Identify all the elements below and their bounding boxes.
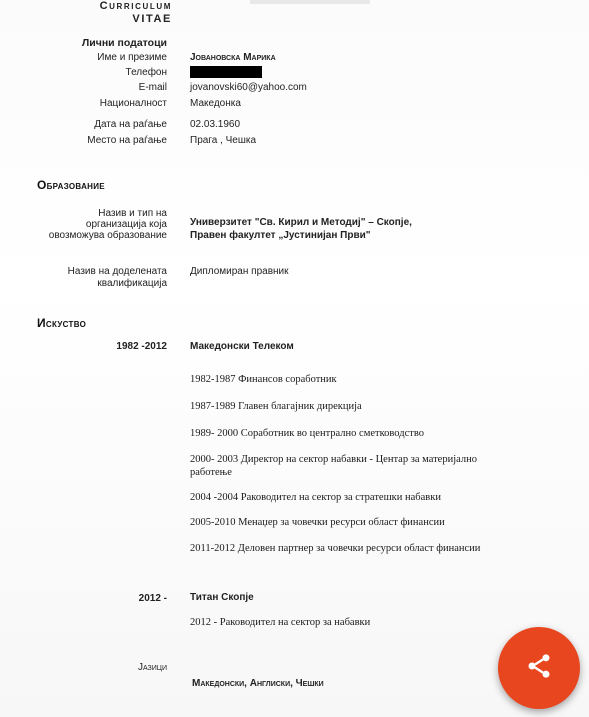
org-label-2: организација која bbox=[85, 219, 167, 230]
org-label-1: Назив и тип на bbox=[98, 208, 167, 219]
phone-label: Телефон bbox=[125, 67, 167, 78]
share-button[interactable] bbox=[498, 627, 580, 709]
name-label: Име и презиме bbox=[97, 52, 167, 63]
page-edge-shadow bbox=[250, 0, 370, 4]
org-label-3: овозможува образование bbox=[48, 230, 167, 241]
email-value: jovanovski60@yahoo.com bbox=[190, 82, 307, 93]
job1-company: Македонски Телеком bbox=[190, 341, 294, 352]
cv-title-line1: Curriculum bbox=[99, 0, 172, 12]
birthdate-label: Дата на раѓање bbox=[94, 119, 167, 130]
job2-company: Титан Скопје bbox=[190, 592, 254, 603]
job1-role-3: 1989- 2000 Соработник во централно сметководство bbox=[190, 428, 424, 439]
org-value-1: Универзитет "Св. Кирил и Методиј" – Скопје, bbox=[190, 217, 412, 228]
org-value-2: Правен факултет „Јустинијан Први" bbox=[190, 230, 371, 241]
education-heading: Образование bbox=[37, 178, 105, 192]
job2-period: 2012 - bbox=[138, 593, 167, 604]
qual-value: Дипломиран правник bbox=[190, 266, 289, 277]
job1-role-4-cont: работење bbox=[190, 467, 232, 478]
job1-role-7: 2011-2012 Деловен партнер за човечки ресурси област финансии bbox=[190, 543, 481, 554]
nationality-label: Националност bbox=[99, 98, 167, 109]
job1-role-6: 2005-2010 Менаџер за човечки ресурси област финансии bbox=[190, 517, 445, 528]
job1-role-4: 2000- 2003 Директор на сектор набавки - Центар за материјално bbox=[190, 454, 477, 465]
job2-role: 2012 - Раководител на сектор за набавки bbox=[190, 617, 371, 628]
personal-heading: Лични податоци bbox=[81, 37, 167, 49]
share-icon bbox=[525, 652, 553, 685]
cv-title-line2: VITAE bbox=[132, 13, 172, 25]
job1-role-1: 1982-1987 Финансов соработник bbox=[190, 374, 337, 385]
birthplace-value: Прага , Чешка bbox=[190, 135, 257, 146]
nationality-value: Македонка bbox=[190, 98, 241, 109]
birthplace-label: Место на раѓање bbox=[87, 135, 167, 146]
languages-label: Јазици bbox=[137, 662, 167, 673]
job1-period: 1982 -2012 bbox=[116, 341, 167, 352]
name-value: Јовановска Марика bbox=[190, 52, 276, 63]
birthdate-value: 02.03.1960 bbox=[190, 119, 241, 130]
qual-label-2: квалификација bbox=[97, 278, 167, 289]
job1-role-5: 2004 -2004 Раководител на сектор за стратешки набавки bbox=[190, 492, 441, 503]
cv-title bbox=[80, 0, 172, 26]
email-label: E-mail bbox=[138, 82, 167, 93]
job1-role-2: 1987-1989 Главен благајник дирекција bbox=[190, 401, 362, 412]
qual-label-1: Назив на доделената bbox=[67, 266, 167, 277]
languages-value: Македонски, Англиски, Чешки bbox=[192, 678, 324, 689]
redacted-phone bbox=[190, 66, 262, 78]
experience-heading: Искуство bbox=[37, 316, 87, 330]
